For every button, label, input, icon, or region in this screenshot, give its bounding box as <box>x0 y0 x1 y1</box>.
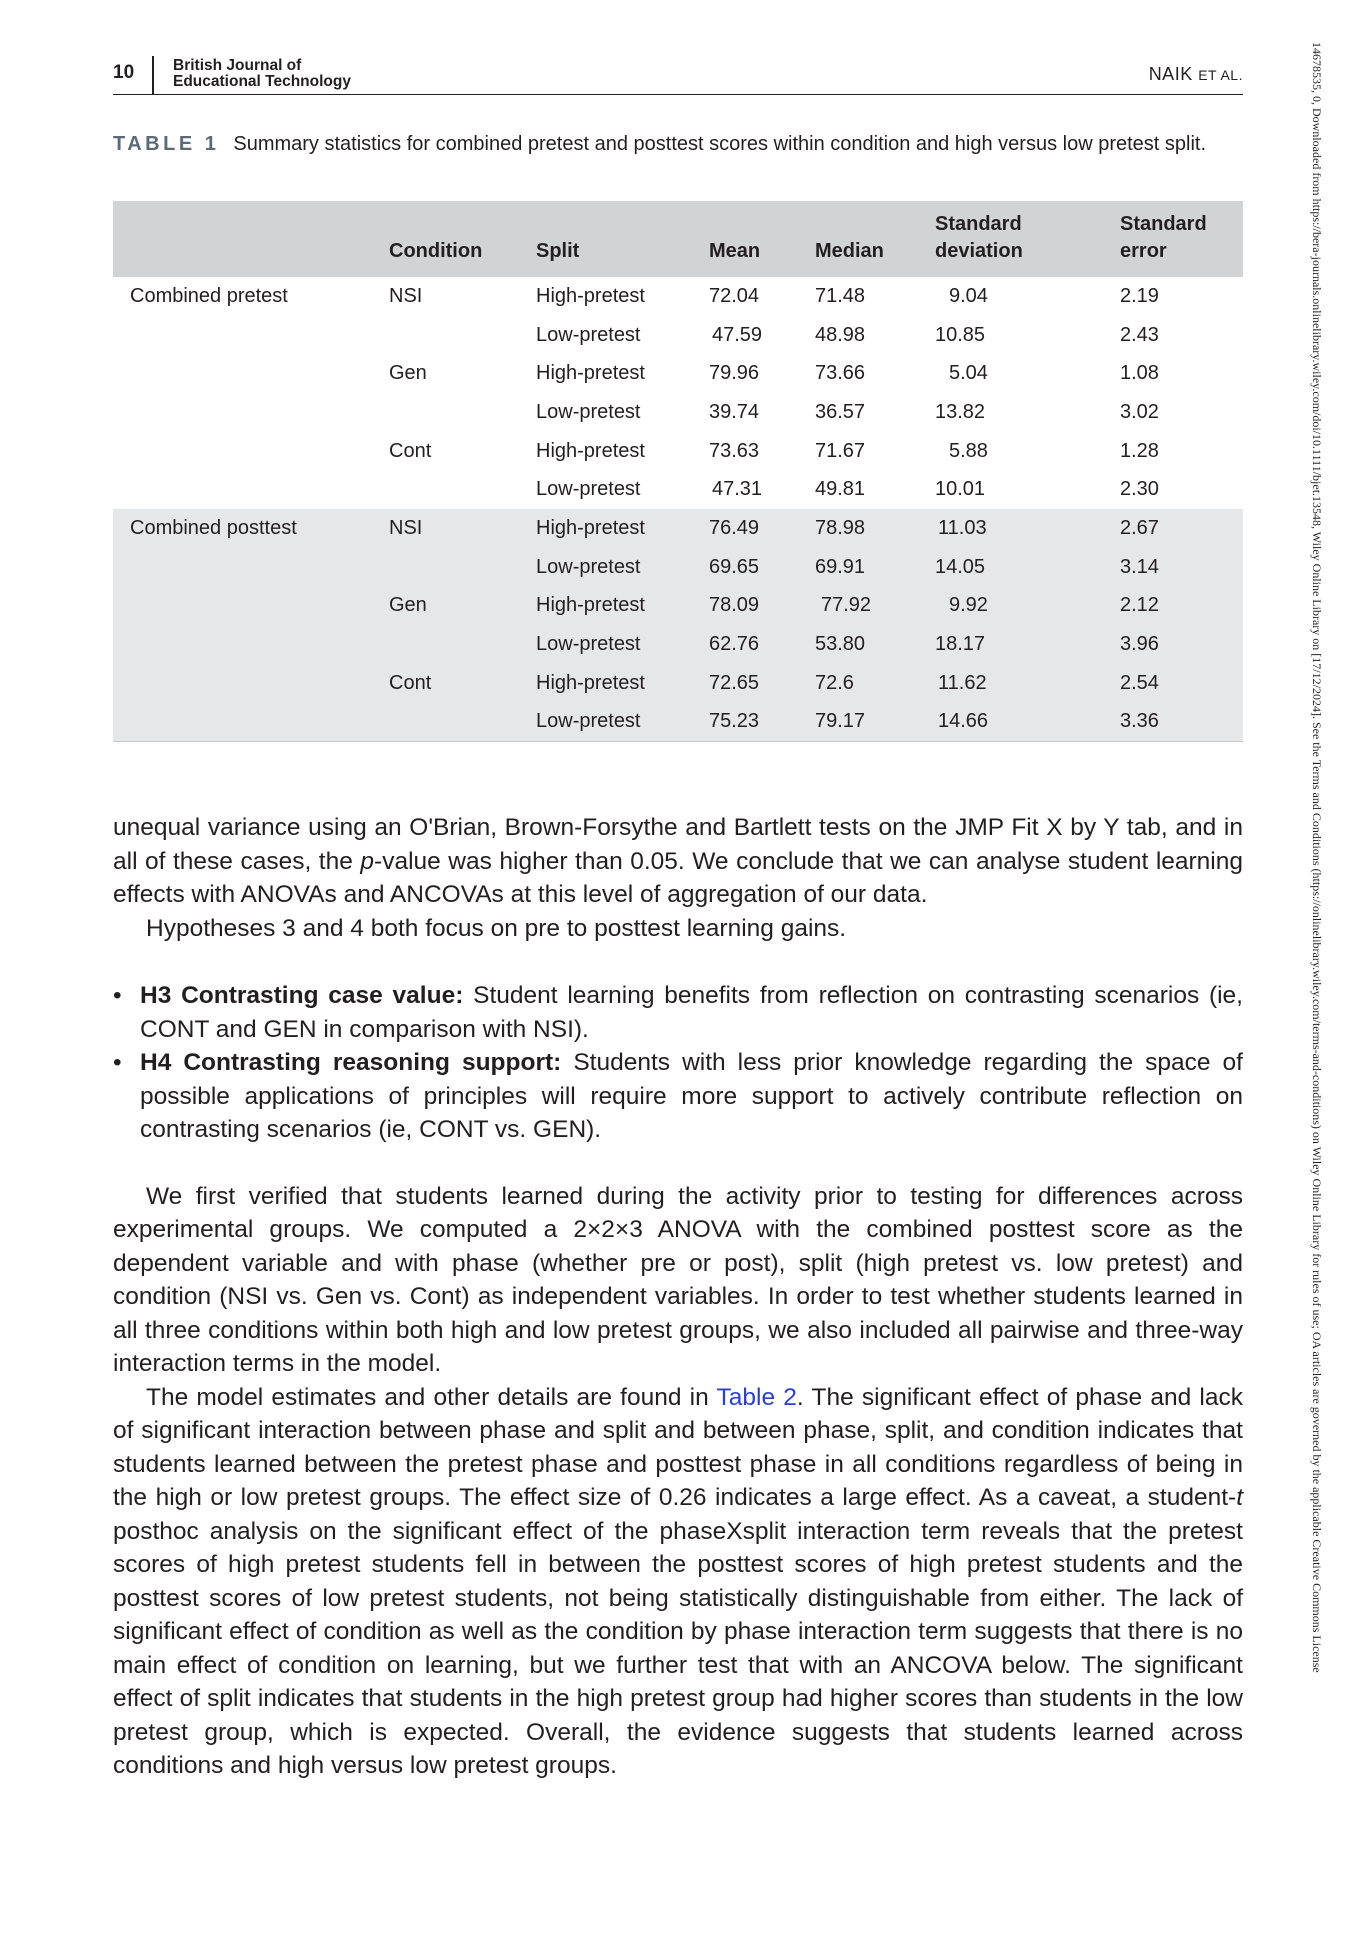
paragraph-text: . The significant effect of phase and lack of significant interaction between phase and split and between phase, split, and condition indicates that students learned between the pretest phase and posttest phase in all conditions regardless of being in the high or low pretest groups. The effect size of 0.26 indicates a large effect. As a caveat, a student- <box>113 1383 1243 1511</box>
cell-mean: 76.49 <box>709 509 815 548</box>
cell-condition <box>389 316 536 355</box>
download-side-note <box>1298 42 1334 1902</box>
author-suffix: ET AL. <box>1198 67 1243 83</box>
cell-group <box>113 625 389 664</box>
header-standard-deviation <box>935 201 1120 277</box>
cell-se: 1.28 <box>1120 439 1159 462</box>
cell-se: 3.96 <box>1120 625 1243 664</box>
paragraph-text: The model estimates and other details are found in <box>146 1383 717 1411</box>
table-row <box>113 316 1243 355</box>
page-number: 10 <box>113 62 135 83</box>
cell-group <box>113 470 389 509</box>
cell-se: 2.19 <box>1120 284 1159 307</box>
cell-mean: 69.65 <box>709 548 815 587</box>
table-caption-text: Summary statistics for combined pretest and posttest scores within condition and high versus low pretest split. <box>233 133 1207 155</box>
italic-p: p <box>360 847 375 875</box>
cell-group <box>113 316 389 355</box>
cell-se: 1.08 <box>1120 362 1159 385</box>
header-sd-line1: Standard <box>935 213 1022 235</box>
cell-split: Low-pretest <box>536 400 641 423</box>
cell-median: 71.48 <box>815 284 866 307</box>
cell-se: 3.36 <box>1120 703 1243 742</box>
table-header-row <box>113 201 1243 277</box>
author-name: NAIK <box>1148 64 1193 84</box>
cell-split: High-pretest <box>536 362 645 385</box>
paragraph: Hypotheses 3 and 4 both focus on pre to posttest learning gains. <box>146 914 847 942</box>
cell-mean: 47.59 <box>712 323 763 346</box>
cell-se: 2.12 <box>1120 587 1243 626</box>
cell-group <box>113 354 389 393</box>
cell-condition: Gen <box>389 362 427 385</box>
cell-condition <box>389 548 536 587</box>
cell-group <box>113 587 389 626</box>
cell-mean: 62.76 <box>709 625 815 664</box>
paragraph-text: -value was higher than 0.05. We conclude that we can analyse student learning effects with ANOVAs and ANCOVAs at this level of aggregation of our data. <box>113 847 1244 908</box>
header-group <box>113 201 389 277</box>
cell-split: High-pretest <box>536 439 645 462</box>
header-median: Median <box>815 201 935 277</box>
cell-condition: NSI <box>389 509 536 548</box>
table-row <box>113 277 1243 316</box>
list-item <box>113 1046 1243 1147</box>
table-row <box>113 703 1243 742</box>
cell-mean: 78.09 <box>709 587 815 626</box>
italic-t: t <box>1236 1484 1243 1511</box>
cell-mean: 47.31 <box>712 478 763 501</box>
cell-condition: Cont <box>389 439 432 462</box>
cell-condition <box>389 625 536 664</box>
cell-median: 72.6 <box>815 664 935 703</box>
cell-sd: 5.88 <box>949 439 988 462</box>
hypothesis-title: H3 Contrasting case value: <box>140 982 464 1009</box>
hypothesis-text: Students with less prior knowledge regarding the space of possible applications of principles will require more support to actively contribute reflection on contrasting scenarios (ie, CONT vs. GEN). <box>140 1049 1243 1143</box>
paragraph-text: posthoc analysis on the significant effect of the phaseXsplit interaction term reveals that the pretest scores of high pretest students fell in between the posttest scores of high pretest students and the posttest scores of low pretest students, not being statistically distinguishable from either. The lack of significant effect of condition as well as the condition by phase interaction term suggests that there is no main effect of condition on learning, but we further test that with an ANCOVA below. The significant effect of split indicates that students in the high pretest group had higher scores than students in the low pretest group, which is expected. Overall, the evidence suggests that students learned across conditions and high versus low pretest groups. <box>113 1517 1243 1779</box>
cell-split: High-pretest <box>536 509 709 548</box>
cell-median: 49.81 <box>815 478 866 501</box>
cell-mean: 73.63 <box>709 439 760 462</box>
cell-split: Low-pretest <box>536 323 641 346</box>
cell-group <box>113 393 389 432</box>
table-row <box>113 432 1243 471</box>
summary-statistics-table <box>113 201 1243 742</box>
cell-se: 3.02 <box>1120 400 1159 423</box>
cell-mean: 72.65 <box>709 664 815 703</box>
cell-median: 77.92 <box>815 587 935 626</box>
cell-group <box>113 548 389 587</box>
journal-name <box>173 58 351 90</box>
table-row <box>113 470 1243 509</box>
hypothesis-title: H4 Contrasting reasoning support: <box>140 1049 562 1076</box>
table-row <box>113 393 1243 432</box>
table-row <box>113 587 1243 626</box>
hypothesis-list <box>113 979 1243 1147</box>
table-row <box>113 354 1243 393</box>
cell-sd: 11.03 <box>935 509 1120 548</box>
header-standard-error <box>1120 201 1243 277</box>
cell-group: Combined posttest <box>113 509 389 548</box>
paragraph-text: unequal variance using an O'Brian, Brown-Forsythe and Bartlett tests on the JMP Fit X by Y tab, and in all of these cases, the <box>113 814 1243 875</box>
cell-split: High-pretest <box>536 587 709 626</box>
cell-mean: 39.74 <box>709 400 760 423</box>
table-label: TABLE 1 <box>113 133 220 155</box>
table-row <box>113 509 1243 548</box>
cell-split: High-pretest <box>536 664 709 703</box>
header-sd-line2: deviation <box>935 240 1023 262</box>
table-caption <box>113 130 1243 159</box>
cell-mean: 79.96 <box>709 362 760 385</box>
paragraph <box>113 811 1243 912</box>
body-text <box>113 811 1243 1783</box>
cell-split: High-pretest <box>536 284 645 307</box>
cell-split: Low-pretest <box>536 625 709 664</box>
cell-sd: 14.05 <box>935 548 1120 587</box>
running-authors <box>1149 64 1243 85</box>
cell-group <box>113 432 389 471</box>
hypothesis-text: Student learning benefits from reflection on contrasting scenarios (ie, CONT and GEN in comparison with NSI). <box>140 982 1243 1043</box>
cell-sd: 14.66 <box>935 703 1120 742</box>
cell-sd: 9.92 <box>935 587 1120 626</box>
paragraph <box>113 1381 1243 1783</box>
cell-condition: Cont <box>389 664 536 703</box>
list-item <box>113 979 1243 1046</box>
cell-sd: 11.62 <box>935 664 1120 703</box>
download-notice-text: 14678535, 0, Downloaded from https://bera-journals.onlinelibrary.wiley.com/doi/10.1111/bjet.13548, Wiley Online Library on [17/12/2024]. See the Terms and Conditions (https://onlinelibrary.wiley.com/terms-and-conditions) on Wiley Online Library for rules of use; OA articles are governed by the applicable Creative Commons License <box>1310 42 1324 1673</box>
cell-sd: 9.04 <box>949 284 988 307</box>
header-se-line1: Standard <box>1120 213 1207 235</box>
cell-group <box>113 703 389 742</box>
cell-mean: 75.23 <box>709 703 815 742</box>
cell-median: 79.17 <box>815 703 935 742</box>
cell-condition: NSI <box>389 284 423 307</box>
cell-mean: 72.04 <box>709 284 760 307</box>
cell-sd: 18.17 <box>935 625 1120 664</box>
bullet-icon: • <box>113 1049 122 1076</box>
cell-se: 3.14 <box>1120 548 1243 587</box>
bullet-icon: • <box>113 982 122 1009</box>
cell-se: 2.30 <box>1120 478 1159 501</box>
cell-median: 53.80 <box>815 625 935 664</box>
cell-se: 2.43 <box>1120 323 1159 346</box>
cell-split: Low-pretest <box>536 703 709 742</box>
header-condition: Condition <box>389 201 536 277</box>
journal-name-line2: Educational Technology <box>173 73 351 90</box>
table-row <box>113 664 1243 703</box>
journal-name-line1: British Journal of <box>173 57 302 74</box>
table-2-link[interactable]: Table 2 <box>716 1383 797 1411</box>
cell-sd: 10.01 <box>935 478 986 501</box>
header-se-line2: error <box>1120 240 1167 262</box>
cell-median: 36.57 <box>815 400 866 423</box>
cell-condition <box>389 393 536 432</box>
cell-median: 71.67 <box>815 439 866 462</box>
cell-group: Combined pretest <box>130 284 288 307</box>
cell-condition <box>389 703 536 742</box>
header-divider <box>152 56 154 94</box>
cell-se: 2.54 <box>1120 664 1243 703</box>
table-row <box>113 625 1243 664</box>
cell-sd: 5.04 <box>949 362 988 385</box>
cell-group <box>113 664 389 703</box>
cell-sd: 13.82 <box>935 400 986 423</box>
cell-split: Low-pretest <box>536 548 709 587</box>
cell-median: 69.91 <box>815 548 935 587</box>
cell-median: 78.98 <box>815 509 935 548</box>
cell-split: Low-pretest <box>536 478 641 501</box>
header-split: Split <box>536 201 709 277</box>
cell-sd: 10.85 <box>935 323 986 346</box>
cell-median: 48.98 <box>815 323 866 346</box>
page-header <box>113 56 1243 95</box>
paragraph: We first verified that students learned during the activity prior to testing for differences across experimental groups. We computed a 2×2×3 ANOVA with the combined posttest score as the dependent variable and with phase (whether pre or post), split (high pretest vs. low pretest) and condition (NSI vs. Gen vs. Cont) as independent variables. In order to test whether students learned in all three conditions within both high and low pretest groups, we also included all pairwise and three-way interaction terms in the model. <box>113 1182 1243 1377</box>
header-mean: Mean <box>709 201 815 277</box>
cell-se: 2.67 <box>1120 509 1243 548</box>
cell-condition: Gen <box>389 587 536 626</box>
cell-condition <box>389 470 536 509</box>
table-row <box>113 548 1243 587</box>
cell-median: 73.66 <box>815 362 866 385</box>
